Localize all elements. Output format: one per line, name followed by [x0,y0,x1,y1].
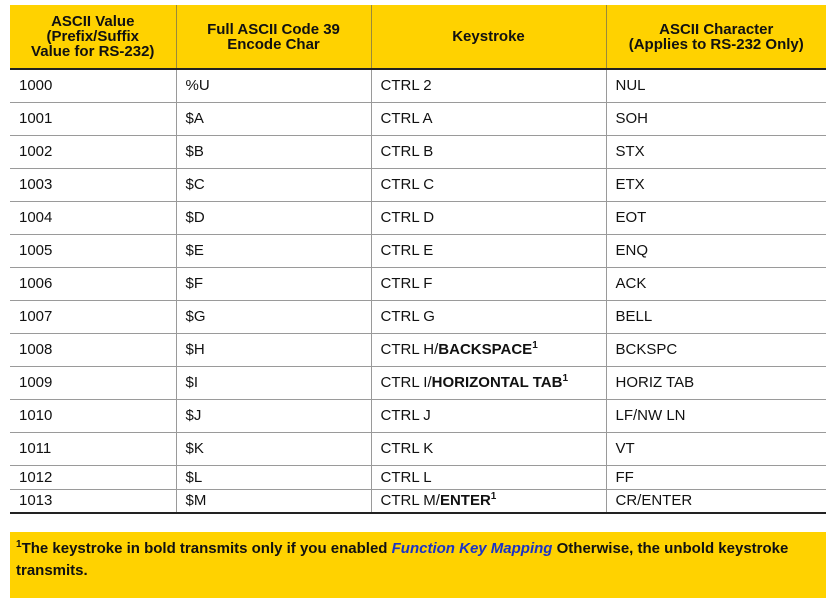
header-ascii-character [606,5,826,69]
cell-keystroke [371,267,606,300]
ascii-table [10,5,826,514]
keystroke-text: CTRL M/ [380,492,440,510]
cell-keystroke [371,69,606,102]
cell-keystroke [371,234,606,267]
keystroke-text: CTRL D [380,209,435,226]
cell-ascii-value: 1013 [10,489,176,513]
function-key-mapping-link[interactable]: Function Key Mapping [391,540,553,557]
cell-keystroke [371,102,606,135]
cell-ascii-value: 1008 [10,333,176,366]
table-row [10,69,826,102]
cell-code39: $H [176,333,371,366]
cell-ascii-char: BELL [606,300,826,333]
cell-code39: $M [176,489,371,513]
cell-keystroke [371,489,606,513]
keystroke-bold-text: ENTER [439,492,491,510]
table-row [10,234,826,267]
cell-ascii-char: LF/NW LN [606,399,826,432]
table-row [10,366,826,399]
footnote-text-after: Otherwise, the unbold keystroke transmits. [16,540,789,579]
cell-code39: $D [176,201,371,234]
header-code39-line-2: Encode Char [227,35,320,53]
cell-ascii-char: HORIZ TAB [606,366,826,399]
header-row [10,5,826,69]
header-ascii-value-line-1: ASCII Value [51,13,135,30]
cell-ascii-char: NUL [606,69,826,102]
footnote [10,532,826,598]
table-row [10,300,826,333]
cell-ascii-char: STX [606,135,826,168]
cell-code39: $J [176,399,371,432]
cell-code39: $E [176,234,371,267]
header-ascii-character-line-1: ASCII Character [659,20,774,38]
header-code39-char [176,5,371,69]
footnote-mark: 1 [490,491,497,503]
cell-code39: $K [176,432,371,465]
cell-ascii-value: 1006 [10,267,176,300]
header-keystroke-line-1: Keystroke [452,28,525,45]
keystroke-bold-text: HORIZONTAL TAB [431,374,563,391]
cell-keystroke [371,168,606,201]
table-row [10,135,826,168]
cell-ascii-value: 1010 [10,399,176,432]
cell-code39: $B [176,135,371,168]
cell-keystroke [371,432,606,465]
cell-ascii-char: ETX [606,168,826,201]
table-row [10,432,826,465]
cell-ascii-value: 1007 [10,300,176,333]
header-ascii-character-line-2: (Applies to RS-232 Only) [628,35,804,53]
header-ascii-value-line-3: Value for RS-232) [31,43,155,60]
cell-ascii-value: 1011 [10,432,176,465]
keystroke-text: CTRL L [380,468,432,486]
cell-code39: $I [176,366,371,399]
cell-ascii-char: FF [606,465,826,489]
footnote-mark: 1 [16,539,22,550]
cell-keystroke [371,300,606,333]
cell-code39: $A [176,102,371,135]
cell-ascii-value: 1005 [10,234,176,267]
cell-ascii-value: 1000 [10,69,176,102]
table-row [10,102,826,135]
footnote-mark: 1 [532,340,538,351]
footnote-mark: 1 [562,373,569,384]
cell-ascii-char: EOT [606,201,826,234]
cell-keystroke [371,399,606,432]
cell-ascii-char: BCKSPC [606,333,826,366]
cell-ascii-char: SOH [606,102,826,135]
cell-ascii-value: 1004 [10,201,176,234]
footnote-text-before: The keystroke in bold transmits only if you enabled [21,540,392,557]
cell-keystroke [371,201,606,234]
keystroke-text: CTRL F [380,275,433,292]
cell-keystroke [371,366,606,399]
keystroke-text: CTRL A [380,110,433,127]
cell-ascii-value: 1009 [10,366,176,399]
cell-ascii-value: 1001 [10,102,176,135]
keystroke-text: CTRL J [380,407,431,424]
keystroke-text: CTRL C [380,176,435,193]
keystroke-text: CTRL E [380,242,434,259]
keystroke-text: CTRL B [380,143,434,160]
cell-ascii-char: CR/ENTER [606,489,826,513]
cell-code39: $L [176,465,371,489]
table-row [10,489,826,513]
table-header [10,5,826,69]
header-code39-line-1: Full ASCII Code 39 [207,20,340,38]
table-row [10,168,826,201]
table-row [10,465,826,489]
cell-keystroke [371,333,606,366]
cell-ascii-char: ENQ [606,234,826,267]
cell-ascii-char: ACK [606,267,826,300]
keystroke-text: CTRL 2 [380,77,432,95]
cell-keystroke [371,135,606,168]
cell-ascii-value: 1003 [10,168,176,201]
keystroke-text: CTRL I/ [380,374,432,391]
keystroke-text: CTRL H/ [380,341,439,358]
table-row [10,201,826,234]
table-row [10,333,826,366]
cell-ascii-value: 1012 [10,465,176,489]
keystroke-text: CTRL G [380,308,435,325]
table-body [10,69,826,513]
table-row [10,399,826,432]
cell-keystroke [371,465,606,489]
table-row [10,267,826,300]
cell-code39: %U [176,69,371,102]
header-ascii-value [10,5,176,69]
keystroke-bold-text: BACKSPACE [438,341,533,358]
cell-code39: $F [176,267,371,300]
keystroke-text: CTRL K [380,440,434,457]
header-ascii-value-line-2: (Prefix/Suffix [46,28,140,45]
cell-code39: $G [176,300,371,333]
cell-ascii-value: 1002 [10,135,176,168]
cell-code39: $C [176,168,371,201]
header-keystroke [371,5,606,69]
cell-ascii-char: VT [606,432,826,465]
